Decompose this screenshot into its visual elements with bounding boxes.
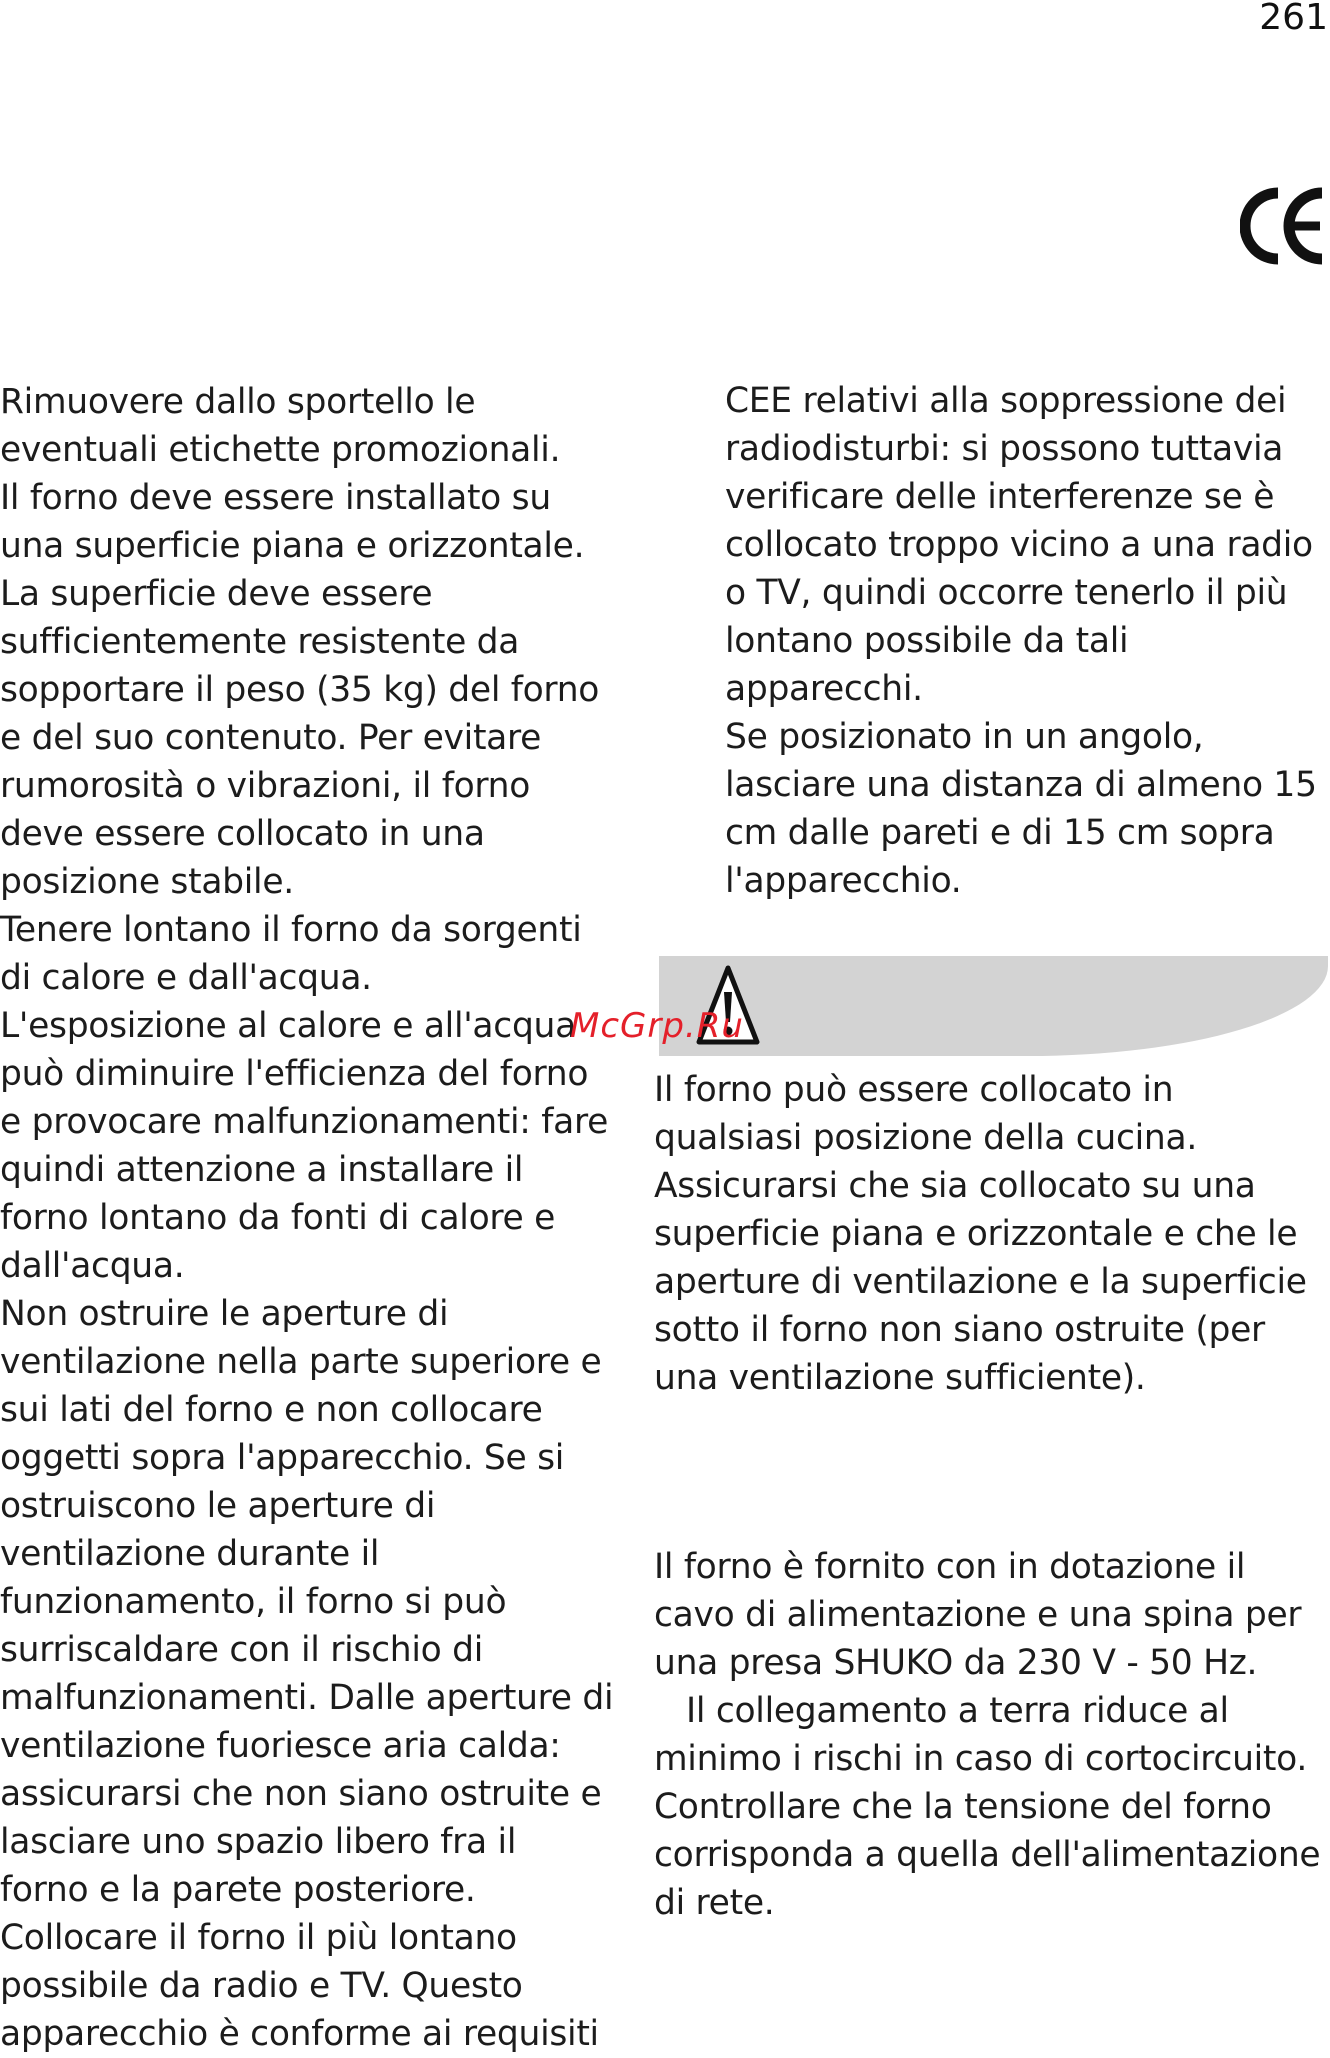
watermark: McGrp.Ru <box>570 1006 744 1046</box>
text-line: CEE relativi alla soppressione dei <box>725 381 1287 421</box>
ce-mark-icon <box>1240 187 1326 265</box>
right-column-top-text <box>725 377 1317 905</box>
text-line: e del suo contenuto. Per evitare <box>0 718 542 758</box>
text-line: lasciare uno spazio libero fra il <box>0 1822 517 1862</box>
text-line: Non ostruire le aperture di <box>0 1294 449 1334</box>
text-line: quindi attenzione a installare il <box>0 1150 524 1190</box>
text-line: Il forno deve essere installato su <box>0 478 551 518</box>
text-line: Controllare che la tensione del forno <box>654 1787 1272 1827</box>
right-column-bottom-text <box>654 1543 1320 1927</box>
text-line: Tenere lontano il forno da sorgenti <box>0 910 582 950</box>
text-line: corrisponda a quella dell'alimentazione <box>654 1835 1321 1875</box>
text-line: assicurarsi che non siano ostruite e <box>0 1774 602 1814</box>
text-line: sotto il forno non siano ostruite (per <box>654 1310 1265 1350</box>
text-line: surriscaldare con il rischio di <box>0 1630 483 1670</box>
text-line: apparecchio è conforme ai requisiti <box>0 2014 599 2054</box>
text-line: eventuali etichette promozionali. <box>0 430 561 470</box>
text-line: funzionamento, il forno si può <box>0 1582 507 1622</box>
text-line: minimo i rischi in caso di cortocircuito. <box>654 1739 1308 1779</box>
text-line: cm dalle pareti e di 15 cm sopra <box>725 813 1275 853</box>
text-line: lontano possibile da tali <box>725 621 1129 661</box>
text-line: ventilazione durante il <box>0 1534 380 1574</box>
text-line: o TV, quindi occorre tenerlo il più <box>725 573 1288 613</box>
text-line: ventilazione nella parte superiore e <box>0 1342 602 1382</box>
text-line: La superficie deve essere <box>0 574 433 614</box>
right-column-mid-text <box>654 1066 1307 1402</box>
text-line: lasciare una distanza di almeno 15 <box>725 765 1317 805</box>
text-line: aperture di ventilazione e la superficie <box>654 1262 1307 1302</box>
text-line: sufficientemente resistente da <box>0 622 520 662</box>
text-line: e provocare malfunzionamenti: fare <box>0 1102 609 1142</box>
text-line: Collocare il forno il più lontano <box>0 1918 517 1958</box>
text-line: ostruiscono le aperture di <box>0 1486 436 1526</box>
text-line: l'apparecchio. <box>725 861 962 901</box>
text-line: L'esposizione al calore e all'acqua <box>0 1006 576 1046</box>
text-line: superficie piana e orizzontale e che le <box>654 1214 1298 1254</box>
text-line: cavo di alimentazione e una spina per <box>654 1595 1302 1635</box>
text-line: verificare delle interferenze se è <box>725 477 1275 517</box>
text-line: una superficie piana e orizzontale. <box>0 526 585 566</box>
text-line: una presa SHUKO da 230 V - 50 Hz. <box>654 1643 1258 1683</box>
text-line: Il forno può essere collocato in <box>654 1070 1174 1110</box>
text-line: Il collegamento a terra riduce al <box>654 1691 1229 1731</box>
text-line: sui lati del forno e non collocare <box>0 1390 543 1430</box>
text-line: deve essere collocato in una <box>0 814 485 854</box>
text-line: malfunzionamenti. Dalle aperture di <box>0 1678 614 1718</box>
text-line: radiodisturbi: si possono tuttavia <box>725 429 1284 469</box>
text-line: dall'acqua. <box>0 1246 185 1286</box>
text-line: oggetti sopra l'apparecchio. Se si <box>0 1438 565 1478</box>
text-line: può diminuire l'efficienza del forno <box>0 1054 589 1094</box>
text-line: Rimuovere dallo sportello le <box>0 382 476 422</box>
page-number: 261 <box>1259 0 1328 38</box>
text-line: sopportare il peso (35 kg) del forno <box>0 670 600 710</box>
text-line: possibile da radio e TV. Questo <box>0 1966 523 2006</box>
text-line: una ventilazione sufficiente). <box>654 1358 1146 1398</box>
text-line: Assicurarsi che sia collocato su una <box>654 1166 1256 1206</box>
left-column-text <box>0 378 613 2058</box>
text-line: ventilazione fuoriesce aria calda: <box>0 1726 561 1766</box>
text-line: posizione stabile. <box>0 862 294 902</box>
text-line: qualsiasi posizione della cucina. <box>654 1118 1198 1158</box>
text-line: rumorosità o vibrazioni, il forno <box>0 766 531 806</box>
text-line: apparecchi. <box>725 669 923 709</box>
text-line: forno e la parete posteriore. <box>0 1870 476 1910</box>
text-line: Se posizionato in un angolo, <box>725 717 1204 757</box>
text-line: forno lontano da fonti di calore e <box>0 1198 556 1238</box>
text-line: di rete. <box>654 1883 775 1923</box>
text-line: Il forno è fornito con in dotazione il <box>654 1547 1246 1587</box>
text-line: di calore e dall'acqua. <box>0 958 372 998</box>
text-line: collocato troppo vicino a una radio <box>725 525 1313 565</box>
